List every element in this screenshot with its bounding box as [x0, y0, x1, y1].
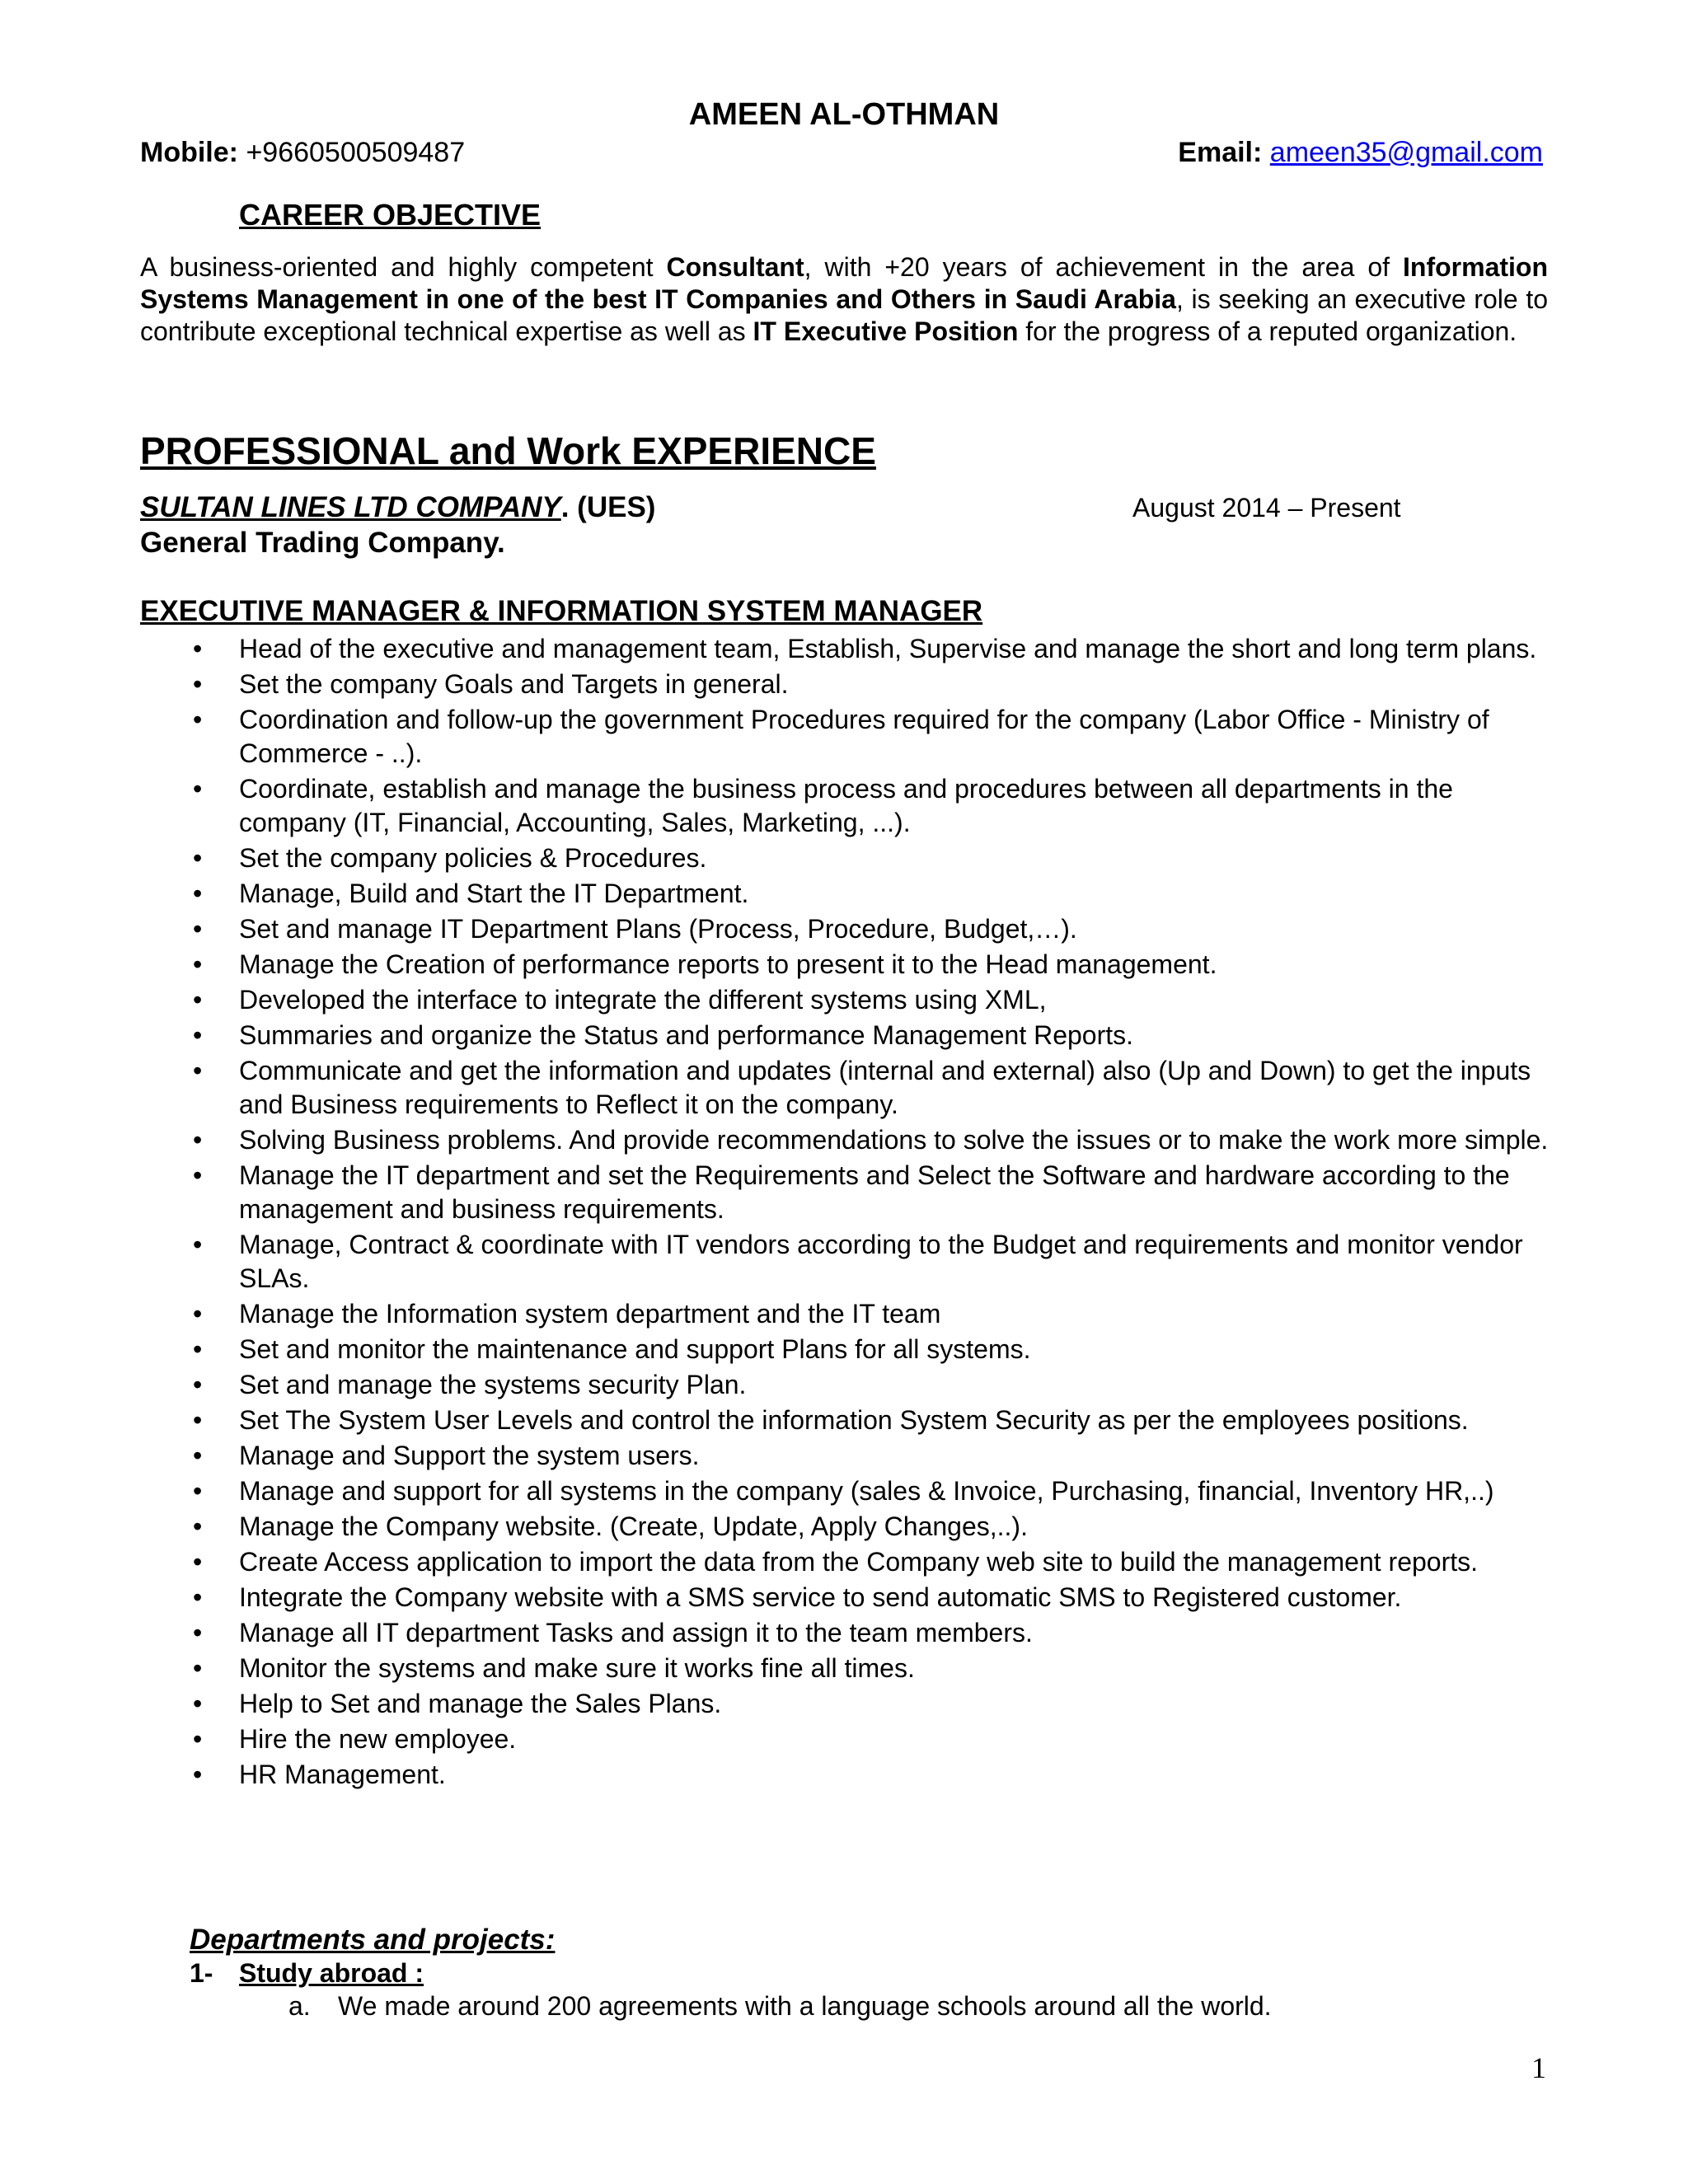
email-line: [1178, 137, 1543, 169]
experience-heading: PROFESSIONAL and Work EXPERIENCE: [140, 429, 876, 472]
bullet-icon: •: [193, 1582, 203, 1612]
project-number: 1-: [190, 1958, 213, 1988]
duty-item: [140, 983, 1558, 1017]
bullet-icon: •: [193, 914, 203, 944]
objective-part: , with +20 years of achievement in the area of: [804, 252, 1404, 282]
duty-item: [140, 703, 1558, 771]
duty-text: Set The System User Levels and control the information System Security as per the employees positions.: [239, 1405, 1469, 1435]
duty-item: [140, 912, 1558, 946]
bullet-icon: •: [193, 1760, 203, 1789]
bullet-icon: •: [193, 1441, 203, 1470]
duties-list: [140, 632, 1558, 1793]
bullet-icon: •: [193, 879, 203, 908]
duty-item: [140, 1545, 1558, 1579]
duty-text: Monitor the systems and make sure it works fine all times.: [239, 1653, 915, 1683]
duty-item: [140, 1652, 1558, 1685]
duty-item: [140, 632, 1558, 666]
duty-text: Hire the new employee.: [239, 1724, 517, 1754]
duty-item: [140, 1297, 1558, 1331]
duty-item: [140, 1687, 1558, 1721]
duty-item: [140, 668, 1558, 701]
bullet-icon: •: [193, 843, 203, 873]
duty-text: HR Management.: [239, 1760, 446, 1789]
duty-item: [140, 1758, 1558, 1792]
bullet-icon: •: [193, 634, 203, 663]
duty-text: Manage, Build and Start the IT Department.: [239, 879, 749, 908]
duty-item: [140, 772, 1558, 840]
bullet-icon: •: [193, 1618, 203, 1647]
bullet-icon: •: [193, 1689, 203, 1718]
email-label: Email:: [1178, 137, 1263, 168]
bullet-icon: •: [193, 1020, 203, 1050]
duty-text: Manage and Support the system users.: [239, 1441, 700, 1470]
duty-text: Coordination and follow-up the government Procedures required for the company (Labor Office - Ministry of Commerce - ..).: [239, 705, 1489, 768]
candidate-name: AMEEN AL-OTHMAN: [688, 97, 1000, 132]
duty-item: [140, 1616, 1558, 1650]
duty-item: [140, 948, 1558, 982]
objective-part: A business-oriented and highly competent: [140, 252, 667, 282]
objective-part: for the progress of a reputed organization.: [1018, 316, 1517, 346]
duty-text: Manage the Information system department and the IT team: [239, 1299, 941, 1329]
duty-text: Integrate the Company website with a SMS service to send automatic SMS to Registered customer.: [239, 1582, 1402, 1612]
objective-part: , is seeking an executive role to contribute exceptional technical expertise as well as: [140, 284, 1549, 346]
bullet-icon: •: [193, 985, 203, 1015]
career-objective-heading: CAREER OBJECTIVE: [239, 198, 542, 232]
duty-text: Manage all IT department Tasks and assign it to the team members.: [239, 1618, 1033, 1647]
duty-item: [140, 1581, 1558, 1615]
duty-text: Communicate and get the information and updates (internal and external) also (Up and Down) to get the inputs and Business requirements to Reflect it on the company.: [239, 1056, 1531, 1119]
duty-item: [140, 1404, 1558, 1437]
page-number: 1: [1531, 2051, 1546, 2084]
bullet-icon: •: [193, 705, 203, 734]
bullet-icon: •: [193, 1724, 203, 1754]
duty-text: Developed the interface to integrate the different systems using XML,: [239, 985, 1047, 1015]
duty-item: [140, 1159, 1558, 1226]
duty-text: Set and manage IT Department Plans (Process, Procedure, Budget,…).: [239, 914, 1077, 944]
bullet-icon: •: [193, 1230, 203, 1259]
mobile-value: +9660500509487: [246, 137, 466, 168]
duty-text: Set and monitor the maintenance and support Plans for all systems.: [239, 1334, 1031, 1364]
duty-item: [140, 841, 1558, 875]
mobile-label: Mobile:: [140, 137, 238, 168]
company-suffix: . (UES): [560, 491, 656, 523]
duty-text: Manage and support for all systems in the company (sales & Invoice, Purchasing, financial, Inventory HR,..): [239, 1476, 1494, 1506]
employment-date: August 2014 – Present: [1132, 493, 1401, 523]
bullet-icon: •: [193, 1299, 203, 1329]
objective-bold: Information Systems Management in one of the best IT Companies and Others in Saudi Arabia: [140, 252, 1549, 314]
bullet-icon: •: [193, 1653, 203, 1683]
email-link[interactable]: ameen35@gmail.com: [1269, 137, 1543, 168]
company-type: General Trading Company.: [140, 527, 505, 559]
duty-item: [140, 1054, 1558, 1122]
bullet-icon: •: [193, 1056, 203, 1085]
company-name: SULTAN LINES LTD COMPANY: [140, 491, 561, 523]
career-objective-text: [140, 251, 1548, 348]
duty-text: Manage the IT department and set the Requirements and Select the Software and hardware according to the management and business requirements.: [239, 1160, 1510, 1224]
duty-item: [140, 1333, 1558, 1366]
duty-item: [140, 1722, 1558, 1756]
company-line: [140, 491, 655, 524]
bullet-icon: •: [193, 1405, 203, 1435]
duty-item: [140, 877, 1558, 911]
bullet-icon: •: [193, 1160, 203, 1190]
duty-item: [140, 1510, 1558, 1544]
duty-text: Coordinate, establish and manage the business process and procedures between all departments in the company (IT, Financial, Accounting, Sales, Marketing, ...).: [239, 774, 1453, 837]
duty-text: Help to Set and manage the Sales Plans.: [239, 1689, 722, 1718]
role-title: EXECUTIVE MANAGER & INFORMATION SYSTEM MANAGER: [140, 595, 983, 627]
bullet-icon: •: [193, 1476, 203, 1506]
duty-text: Create Access application to import the data from the Company web site to build the management reports.: [239, 1547, 1479, 1577]
duty-item: [140, 1368, 1558, 1402]
objective-bold: Consultant: [666, 252, 804, 282]
bullet-icon: •: [193, 1370, 203, 1399]
bullet-icon: •: [193, 1125, 203, 1155]
duty-text: Manage the Company website. (Create, Update, Apply Changes,..).: [239, 1511, 1028, 1541]
duty-item: [140, 1019, 1558, 1052]
duty-text: Manage, Contract & coordinate with IT vendors according to the Budget and requirements and monitor vendor SLAs.: [239, 1230, 1523, 1293]
duty-text: Summaries and organize the Status and performance Management Reports.: [239, 1020, 1134, 1050]
duty-text: Set the company policies & Procedures.: [239, 843, 707, 873]
objective-bold: IT Executive Position: [753, 316, 1019, 346]
duty-item: [140, 1474, 1558, 1508]
bullet-icon: •: [193, 1547, 203, 1577]
duty-text: Manage the Creation of performance reports to present it to the Head management.: [239, 949, 1217, 979]
duty-text: Set and manage the systems security Plan.: [239, 1370, 747, 1399]
sub-item-letter: a.: [288, 1991, 311, 2021]
duty-text: Solving Business problems. And provide recommendations to solve the issues or to make the work more simple.: [239, 1125, 1549, 1155]
bullet-icon: •: [193, 774, 203, 804]
mobile-line: [140, 137, 465, 169]
bullet-icon: •: [193, 1334, 203, 1364]
bullet-icon: •: [193, 669, 203, 699]
duty-item: [140, 1123, 1558, 1157]
duty-text: Head of the executive and management team, Establish, Supervise and manage the short and long term plans.: [239, 634, 1537, 663]
sub-item-text: We made around 200 agreements with a language schools around all the world.: [338, 1991, 1272, 2021]
duty-item: [140, 1228, 1558, 1296]
duty-item: [140, 1439, 1558, 1473]
project-title: Study abroad :: [239, 1958, 424, 1988]
bullet-icon: •: [193, 949, 203, 979]
duty-text: Set the company Goals and Targets in general.: [239, 669, 789, 699]
departments-heading: Departments and projects:: [190, 1924, 556, 1956]
bullet-icon: •: [193, 1511, 203, 1541]
